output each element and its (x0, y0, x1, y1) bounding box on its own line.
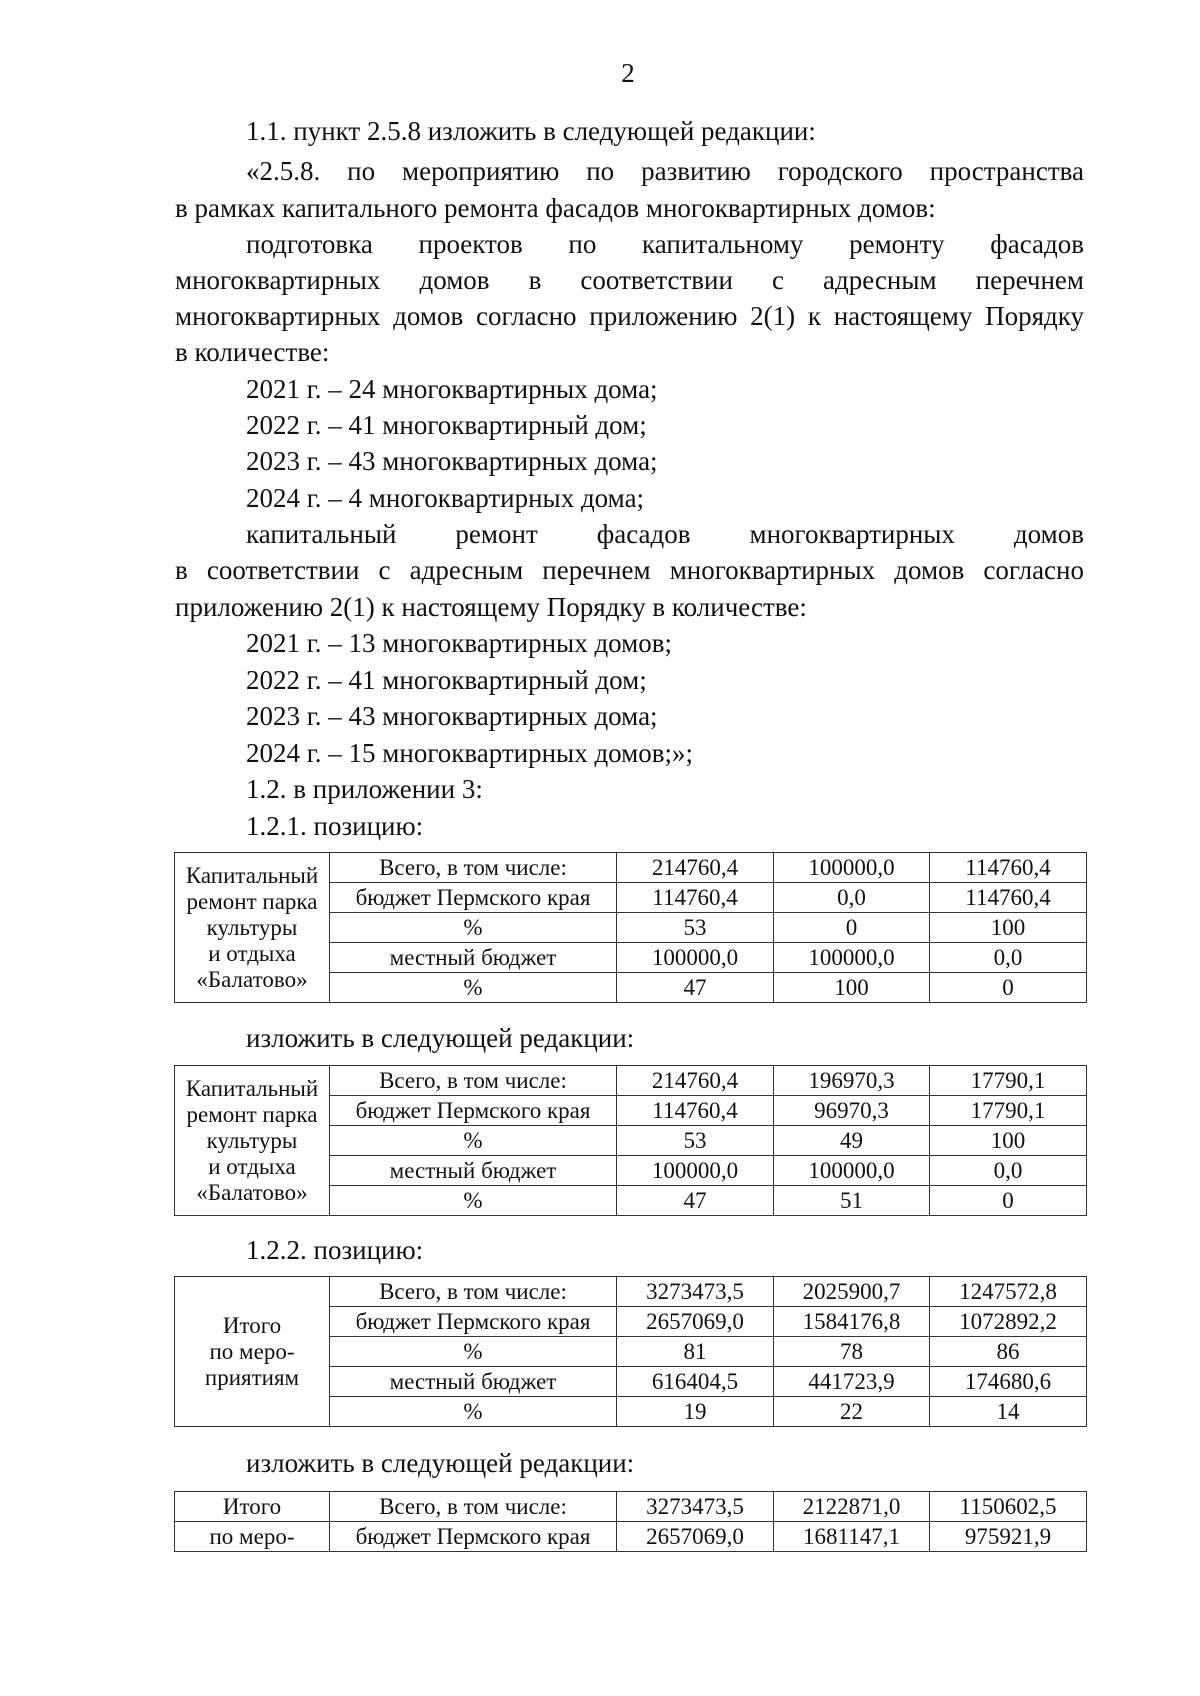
table-cell: 0,0 (774, 883, 930, 913)
table-cell: 1584176,8 (774, 1307, 930, 1337)
table-cell: бюджет Пермского края (330, 1522, 617, 1552)
paragraph-repair-line-3: приложению 2(1) к настоящему Порядку в количестве: (175, 592, 807, 622)
table-cell: местный бюджет (330, 1156, 617, 1186)
table-cell: 1681147,1 (774, 1522, 930, 1552)
table-cell: 214760,4 (617, 1066, 774, 1096)
table-cell: бюджет Пермского края (330, 1096, 617, 1126)
table-cell: Всего, в том числе: (330, 1492, 617, 1522)
table-cell: 1150602,5 (930, 1492, 1087, 1522)
paragraph-repair-line-2: в соответствии с адресным перечнем многоквартирных домов согласно (175, 555, 1084, 585)
row-label-cell: по меро- (175, 1522, 330, 1552)
list-item-2023-repair: 2023 г. – 43 многоквартирных дома; (246, 701, 658, 731)
table-cell: 49 (774, 1126, 930, 1156)
table-cell: 616404,5 (617, 1367, 774, 1397)
table-cell: 0,0 (930, 943, 1087, 973)
row-label-line: «Балатово» (196, 1179, 308, 1205)
table-cell: % (330, 1397, 617, 1427)
table-cell: 17790,1 (930, 1096, 1087, 1126)
table-cell: % (330, 913, 617, 943)
table-row (175, 853, 1087, 883)
table-cell: 47 (617, 973, 774, 1003)
paragraph-1-2: 1.2. в приложении 3: (246, 774, 483, 804)
table-cell: Всего, в том числе: (330, 1277, 617, 1307)
list-item-2024-repair: 2024 г. – 15 многоквартирных домов;»; (246, 738, 694, 768)
table-cell: 3273473,5 (617, 1492, 774, 1522)
paragraph-projects-line-1: подготовка проектов по капитальному ремонту фасадов (246, 229, 1084, 259)
table-cell: 174680,6 (930, 1367, 1087, 1397)
table-cell: 19 (617, 1397, 774, 1427)
table-cell: 0,0 (930, 1156, 1087, 1186)
table-cell: 47 (617, 1186, 774, 1216)
table-balatovo-old (174, 852, 1087, 1003)
table-cell: 1247572,8 (930, 1277, 1087, 1307)
row-label-line: Капитальный (185, 1075, 319, 1101)
row-label-line: и отдыха (208, 1153, 296, 1179)
list-item-2022-repair: 2022 г. – 41 многоквартирный дом; (246, 665, 647, 695)
table-cell: 0 (774, 913, 930, 943)
table-row (175, 1492, 1087, 1522)
table-cell: 100000,0 (774, 943, 930, 973)
row-label-line: ремонт парка (186, 1101, 318, 1127)
table-cell: 114760,4 (930, 853, 1087, 883)
row-label-line: Итого (222, 1312, 282, 1338)
row-label-cell: Итого (175, 1492, 330, 1522)
paragraph-projects-line-2: многоквартирных домов в соответствии с адресным перечнем (175, 265, 1084, 295)
table-cell: 51 (774, 1186, 930, 1216)
paragraph-new-edition-2: изложить в следующей редакции: (246, 1448, 635, 1478)
table-cell: 100 (930, 1126, 1087, 1156)
table-balatovo-new (174, 1065, 1087, 1216)
table-cell: 2025900,7 (774, 1277, 930, 1307)
row-label-line: по меро- (209, 1338, 295, 1364)
table-cell: 100000,0 (617, 1156, 774, 1186)
table-cell: % (330, 973, 617, 1003)
table-row (175, 1066, 1087, 1096)
table-cell: 86 (930, 1337, 1087, 1367)
table-cell: 17790,1 (930, 1066, 1087, 1096)
list-item-2021-projects: 2021 г. – 24 многоквартирных дома; (246, 374, 658, 404)
table-totals-new (174, 1491, 1087, 1552)
paragraph-2-5-8-line-1: «2.5.8. по мероприятию по развитию городского пространства (246, 156, 1084, 186)
table-cell: 81 (617, 1337, 774, 1367)
table-cell: 78 (774, 1337, 930, 1367)
row-label-cell (175, 1066, 330, 1216)
table-cell: 114760,4 (617, 883, 774, 913)
table-cell: % (330, 1126, 617, 1156)
table-cell: местный бюджет (330, 943, 617, 973)
table-row (175, 1277, 1087, 1307)
list-item-2024-projects: 2024 г. – 4 многоквартирных дома; (246, 483, 645, 513)
table-cell: 114760,4 (930, 883, 1087, 913)
row-label-cell (175, 853, 330, 1003)
row-label-line: приятиям (204, 1364, 300, 1390)
table-cell: 100 (774, 973, 930, 1003)
table-cell: 196970,3 (774, 1066, 930, 1096)
paragraph-1-1: 1.1. пункт 2.5.8 изложить в следующей редакции: (246, 116, 816, 146)
table-cell: 53 (617, 913, 774, 943)
table-cell: 100 (930, 913, 1087, 943)
table-cell: 100000,0 (774, 1156, 930, 1186)
row-label-line: культуры (206, 1127, 298, 1153)
table-cell: 14 (930, 1397, 1087, 1427)
table-cell: 2657069,0 (617, 1307, 774, 1337)
table-cell: 0 (930, 1186, 1087, 1216)
table-cell: Всего, в том числе: (330, 853, 617, 883)
row-label-line: культуры (206, 914, 298, 940)
table-cell: местный бюджет (330, 1367, 617, 1397)
table-cell: 3273473,5 (617, 1277, 774, 1307)
table-cell: 214760,4 (617, 853, 774, 883)
table-cell: Всего, в том числе: (330, 1066, 617, 1096)
paragraph-repair-line-1: капитальный ремонт фасадов многоквартирных домов (246, 519, 1084, 549)
table-cell: 2657069,0 (617, 1522, 774, 1552)
paragraph-1-2-1: 1.2.1. позицию: (246, 811, 424, 841)
page-number: 2 (621, 58, 635, 88)
table-cell: 22 (774, 1397, 930, 1427)
table-cell: 2122871,0 (774, 1492, 930, 1522)
table-totals-old (174, 1276, 1087, 1427)
table-cell: 0 (930, 973, 1087, 1003)
table-cell: 53 (617, 1126, 774, 1156)
row-label-cell (175, 1277, 330, 1427)
row-label-line: и отдыха (208, 940, 296, 966)
table-cell: % (330, 1337, 617, 1367)
table-cell: 114760,4 (617, 1096, 774, 1126)
table-cell: бюджет Пермского края (330, 883, 617, 913)
row-label-line: ремонт парка (186, 888, 318, 914)
row-label-line: Капитальный (185, 862, 319, 888)
paragraph-projects-line-4: в количестве: (175, 337, 330, 367)
list-item-2023-projects: 2023 г. – 43 многоквартирных дома; (246, 446, 658, 476)
row-label-line: «Балатово» (196, 966, 308, 992)
table-cell: бюджет Пермского края (330, 1307, 617, 1337)
table-cell: 100000,0 (774, 853, 930, 883)
table-cell: 441723,9 (774, 1367, 930, 1397)
table-cell: 975921,9 (930, 1522, 1087, 1552)
table-cell: 96970,3 (774, 1096, 930, 1126)
table-row (175, 1522, 1087, 1552)
table-cell: 100000,0 (617, 943, 774, 973)
table-cell: 1072892,2 (930, 1307, 1087, 1337)
list-item-2022-projects: 2022 г. – 41 многоквартирный дом; (246, 410, 647, 440)
paragraph-projects-line-3: многоквартирных домов согласно приложению 2(1) к настоящему Порядку (175, 301, 1084, 331)
paragraph-2-5-8-line-2: в рамках капитального ремонта фасадов многоквартирных домов: (175, 193, 936, 223)
paragraph-1-2-2: 1.2.2. позицию: (246, 1235, 424, 1265)
paragraph-new-edition-1: изложить в следующей редакции: (246, 1023, 635, 1053)
table-cell: % (330, 1186, 617, 1216)
list-item-2021-repair: 2021 г. – 13 многоквартирных домов; (246, 628, 673, 658)
